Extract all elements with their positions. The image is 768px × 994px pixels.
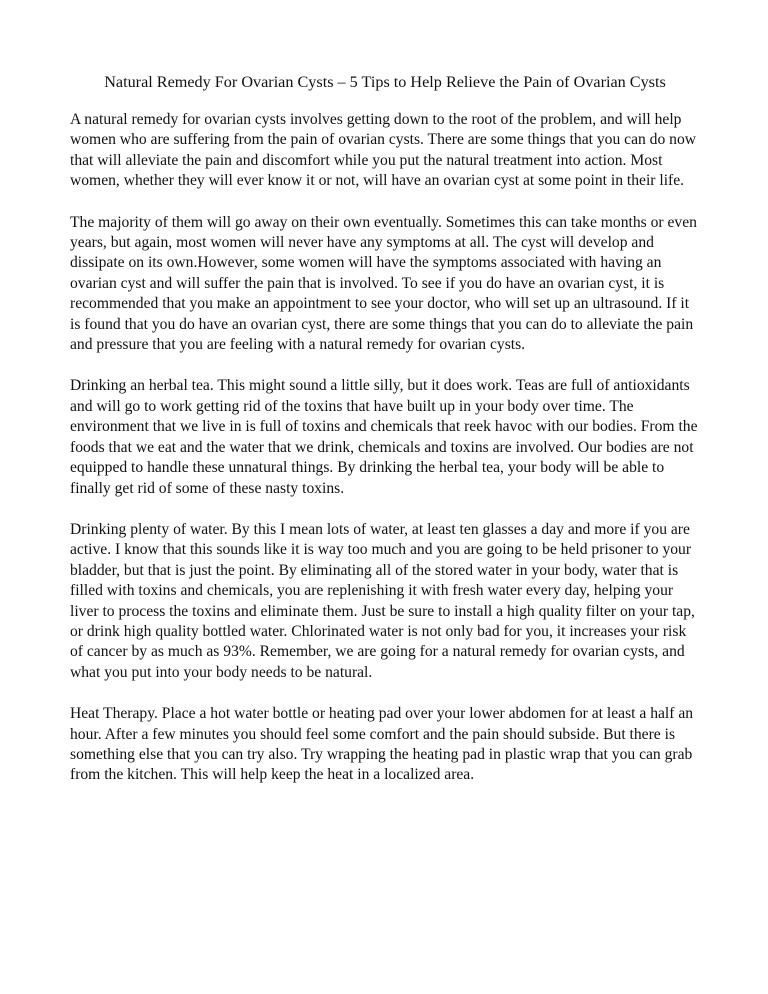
paragraph-herbal-tea: Drinking an herbal tea. This might sound a little silly, but it does work. Teas are full of antioxidants and will go to work getting rid of the toxins that have built up in your body over time. The environment that we live in is full of toxins and chemicals that reek havoc with our bodies. From the foods that we eat and the water that we drink, chemicals and toxins are involved. Our bodies are not equipped to handle these unnatural things. By drinking the herbal tea, your body will be able to finally get rid of some of these nasty toxins. (70, 377, 698, 497)
paragraph-heat-therapy: Heat Therapy. Place a hot water bottle or heating pad over your lower abdomen for at least a half an hour. After a few minutes you should feel some comfort and the pain should subside. But there is something else that you can try also. Try wrapping the heating pad in plastic wrap that you can grab from the kitchen. This will help keep the heat in a localized area. (70, 705, 694, 784)
paragraph-majority: The majority of them will go away on their own eventually. Sometimes this can take months or even years, but again, most women will never have any symptoms at all. The cyst will develop and dissipate on its own.However, some women will have the symptoms associated with having an ovarian cyst and will suffer the pain that is involved. To see if you do have an ovarian cyst, it is recommended that you make an appointment to see your doctor, who will set up an ultrasound. If it is found that you do have an ovarian cyst, there are some things that you can do to alleviate the pain and pressure that you are feeling with a natural remedy for ovarian cysts. (70, 213, 697, 354)
page-title: Natural Remedy For Ovarian Cysts – 5 Tips to Help Relieve the Pain of Ovarian Cysts (104, 73, 666, 91)
paragraph-intro: A natural remedy for ovarian cysts involves getting down to the root of the problem, and will help women who are suffering from the pain of ovarian cysts. There are some things that you can do now that will alleviate the pain and discomfort while you put the natural treatment into action. Most women, whether they will ever know it or not, will have an ovarian cyst at some point in their life. (70, 111, 697, 190)
document-page (70, 72, 700, 807)
paragraph-water: Drinking plenty of water. By this I mean lots of water, at least ten glasses a day and more if you are active. I know that this sounds like it is way too much and you are going to be held prisoner to your bladder, but that is just the point. By eliminating all of the stored water in your body, water that is filled with toxins and chemicals, you are replenishing it with fresh water every day, helping your liver to process the toxins and eliminate them. Just be sure to install a high quality filter on your tap, or drink high quality bottled water. Chlorinated water is not only bad for you, it increases your risk of cancer by as much as 93%. Remember, we are going for a natural remedy for ovarian cysts, and what you put into your body needs to be natural. (70, 520, 695, 681)
